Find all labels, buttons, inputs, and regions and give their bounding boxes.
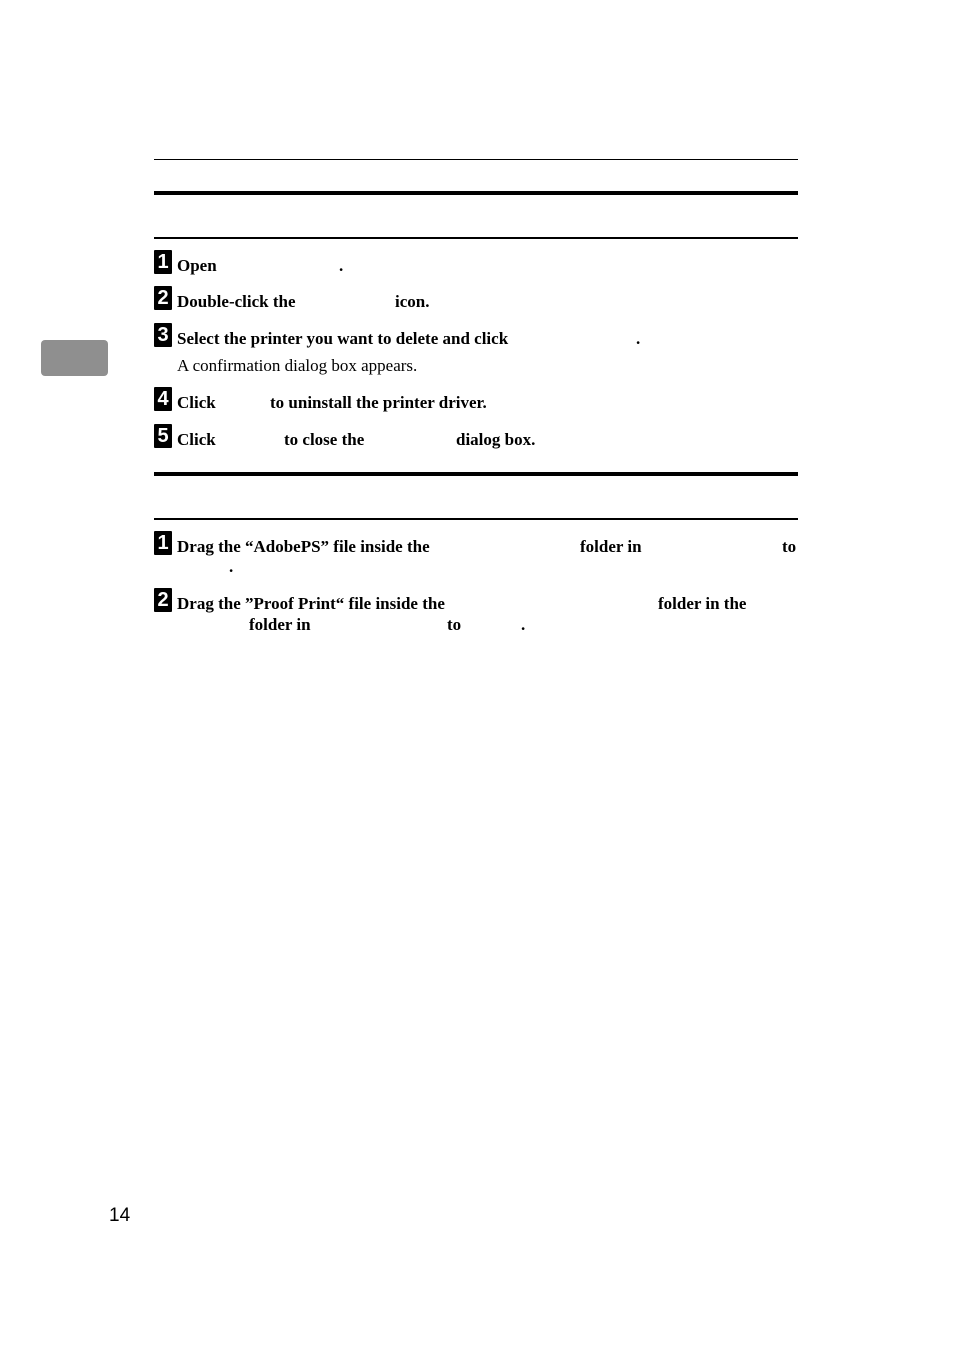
section2-heading-rule bbox=[154, 518, 798, 520]
section1-top-rule bbox=[154, 191, 798, 195]
section2-top-rule bbox=[154, 472, 798, 476]
page-number: 14 bbox=[109, 1205, 131, 1226]
step-number-badge: 2 bbox=[154, 286, 172, 310]
step-text: . bbox=[636, 329, 641, 348]
step-text: Drag the ”Proof Print“ file inside the bbox=[177, 594, 445, 613]
step-text: Double-click the bbox=[177, 292, 296, 311]
step-text: folder in the bbox=[658, 594, 747, 613]
step-text: Click bbox=[177, 430, 216, 449]
step-text: Click bbox=[177, 393, 216, 412]
step-text: dialog box. bbox=[456, 430, 536, 449]
chapter-tab bbox=[41, 340, 108, 376]
step-number-badge: 1 bbox=[154, 250, 172, 274]
step-text: Open bbox=[177, 256, 217, 275]
step-text: to uninstall the printer driver. bbox=[270, 393, 487, 412]
step-text: folder in bbox=[249, 615, 311, 634]
section1-heading-rule bbox=[154, 237, 798, 239]
step-number-badge: 5 bbox=[154, 424, 172, 448]
step-number-badge: 2 bbox=[154, 588, 172, 612]
step-number-badge: 1 bbox=[154, 531, 172, 555]
step-note: A confirmation dialog box appears. bbox=[177, 356, 418, 375]
header-rule bbox=[154, 159, 798, 160]
step-text: . bbox=[229, 557, 234, 576]
step-text: folder in bbox=[580, 537, 642, 556]
step-text: Drag the “AdobePS” file inside the bbox=[177, 537, 430, 556]
step-text: Select the printer you want to delete and click bbox=[177, 329, 509, 348]
step-text: to bbox=[782, 537, 797, 556]
step-number-badge: 4 bbox=[154, 387, 172, 411]
step-text: . bbox=[339, 256, 344, 275]
step-number-badge: 3 bbox=[154, 323, 172, 347]
step-text: to bbox=[447, 615, 462, 634]
step-text: . bbox=[521, 615, 526, 634]
step-text: to close the bbox=[284, 430, 365, 449]
step-text: icon. bbox=[395, 292, 430, 311]
